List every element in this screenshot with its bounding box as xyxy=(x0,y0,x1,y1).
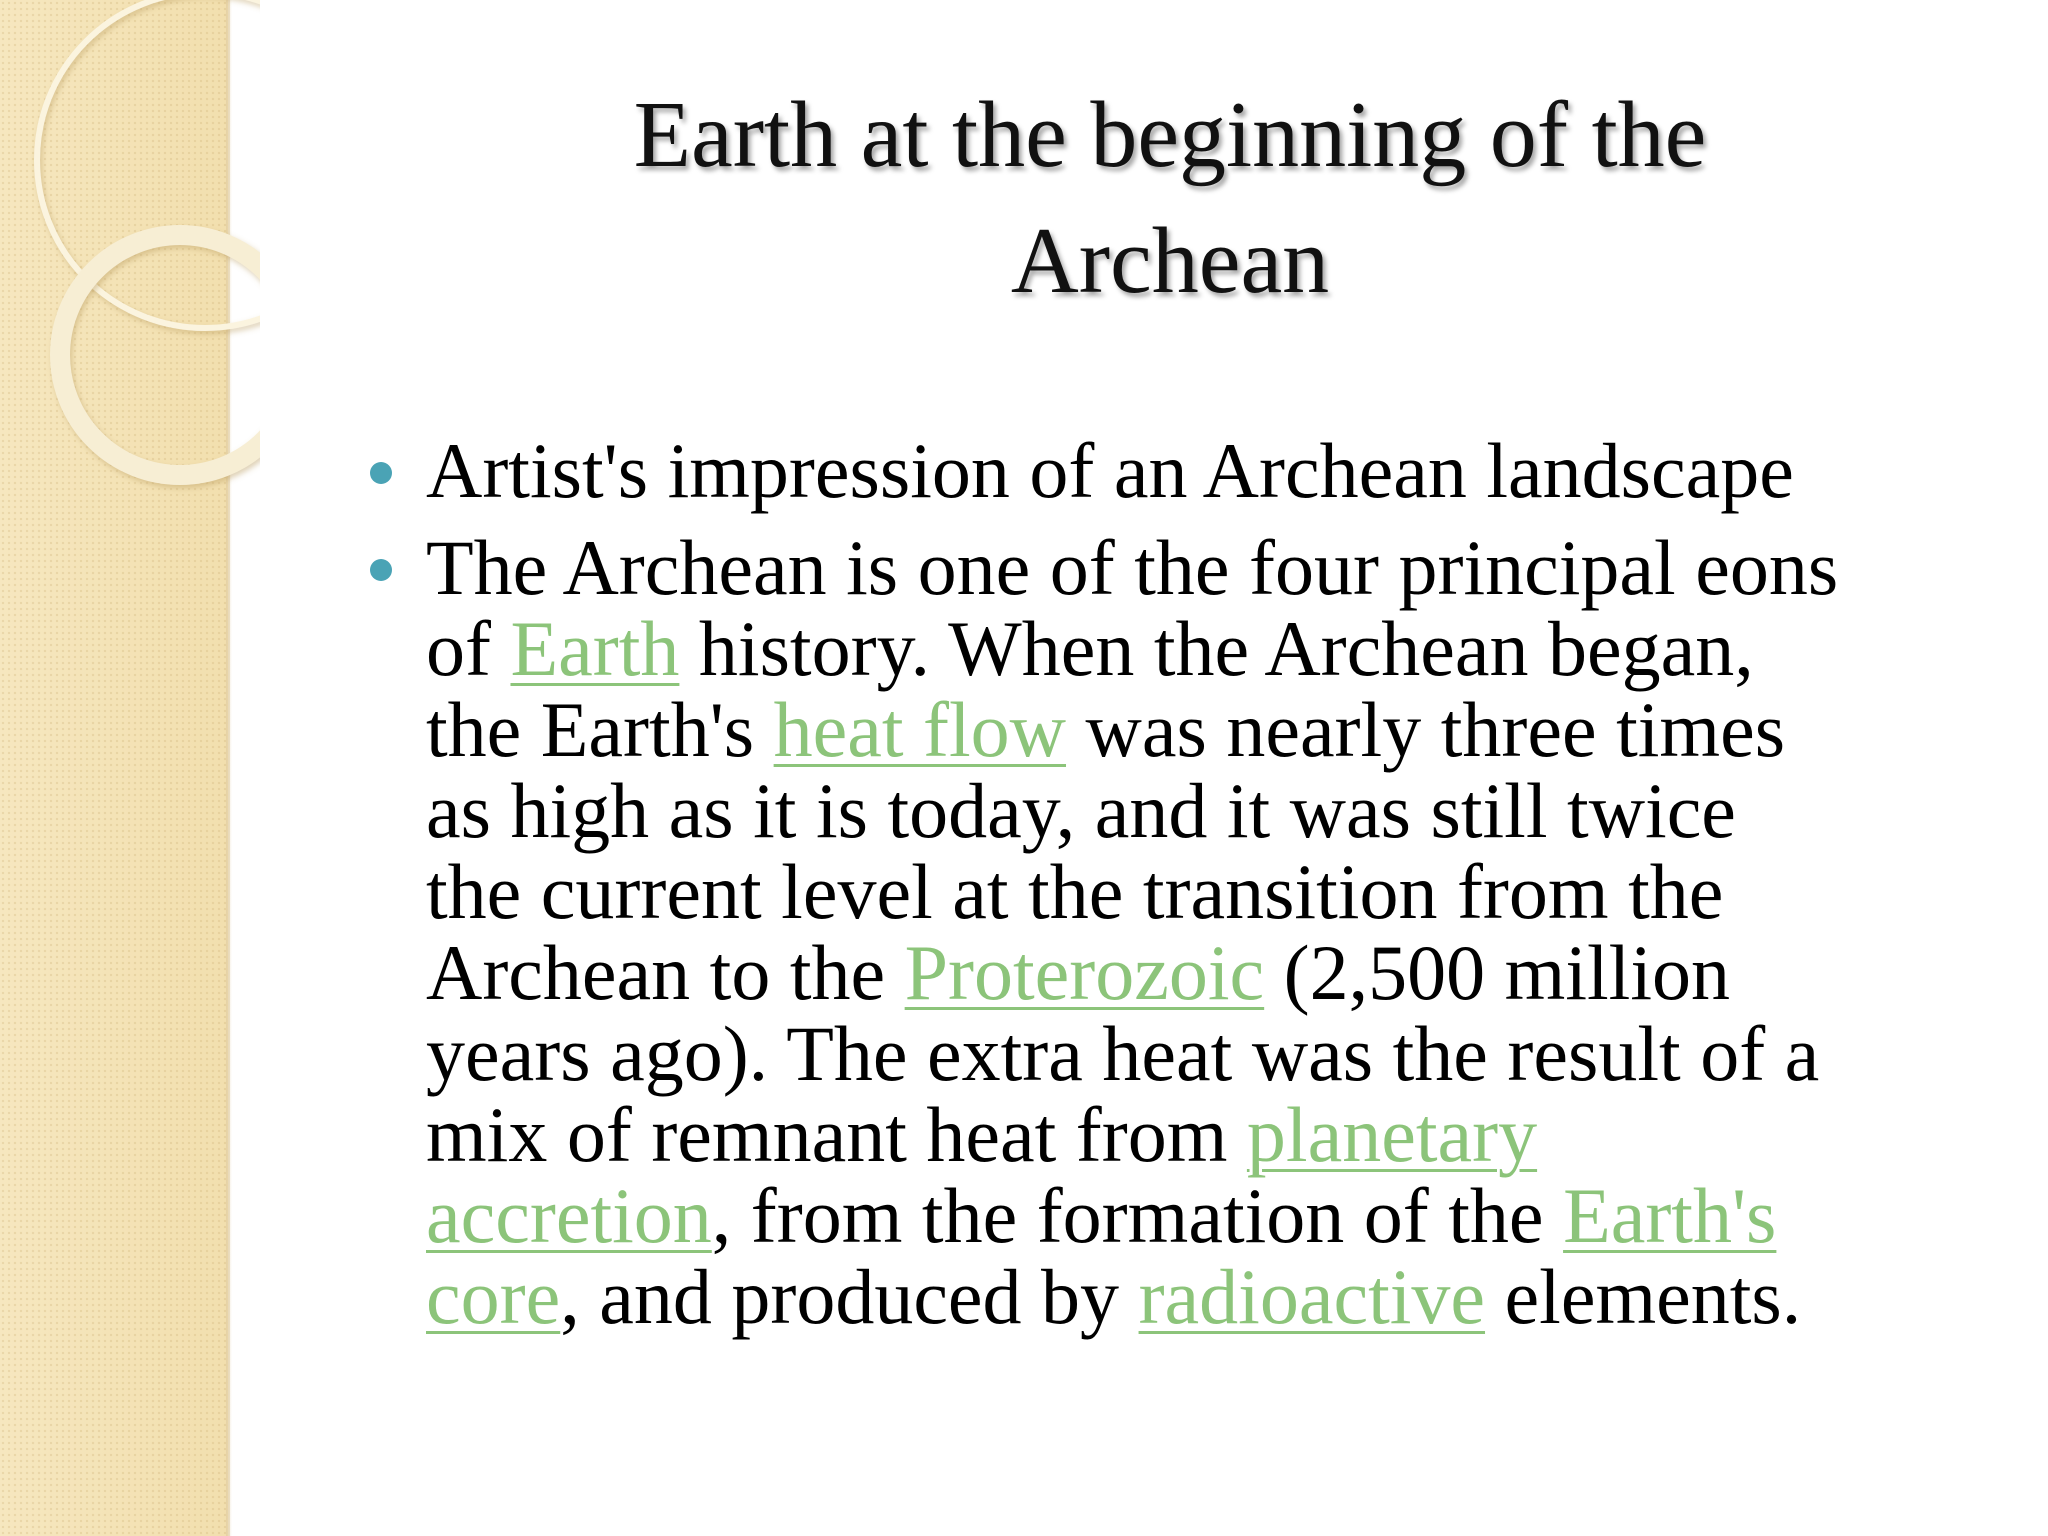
link-planetary-accretion[interactable]: planetary xyxy=(1246,1091,1538,1178)
text-run: The Archean is one of the four principal eons xyxy=(426,524,1839,611)
text-line xyxy=(426,767,2000,854)
link-planetary-accretion[interactable]: accretion xyxy=(426,1172,712,1259)
ring-small xyxy=(60,235,260,475)
decorative-rings xyxy=(0,0,260,520)
text-run: , from the formation of the xyxy=(711,1172,1564,1259)
slide-title xyxy=(430,72,1910,324)
bullet-dot-icon xyxy=(370,559,392,581)
text-line xyxy=(426,686,2000,773)
link-heat-flow[interactable]: heat flow xyxy=(773,686,1067,773)
text-line xyxy=(426,848,2000,935)
text-line xyxy=(426,1253,2000,1340)
text-run: mix of remnant heat from xyxy=(426,1091,1247,1178)
text-line xyxy=(426,1172,2000,1259)
link-proterozoic[interactable]: Proterozoic xyxy=(904,929,1265,1016)
text-run: elements. xyxy=(1485,1253,1802,1340)
link-earth[interactable]: Earth xyxy=(510,605,680,692)
bullet-list xyxy=(360,427,2000,1340)
bullet-dot-icon xyxy=(370,462,392,484)
link-radioactive[interactable]: radioactive xyxy=(1138,1253,1486,1340)
text-line xyxy=(426,1091,2000,1178)
text-run: was nearly three times xyxy=(1066,686,1786,773)
title-line-1: Earth at the beginning of the xyxy=(633,83,1707,187)
bullet-item-1 xyxy=(360,427,2000,514)
text-run: history. When the Archean began, xyxy=(679,605,1754,692)
text-run: years ago). The extra heat was the result of a xyxy=(426,1010,1820,1097)
text-run: Archean to the xyxy=(426,929,905,1016)
text-run: (2,500 million xyxy=(1264,929,1731,1016)
text-line xyxy=(426,929,2000,1016)
text-run: the current level at the transition from the xyxy=(426,848,1724,935)
text-run: the Earth's xyxy=(426,686,774,773)
text-line xyxy=(426,524,2000,611)
text-run: of xyxy=(426,605,511,692)
ring-large xyxy=(37,0,260,328)
link-earths-core[interactable]: Earth's xyxy=(1563,1172,1777,1259)
text-line xyxy=(426,605,2000,692)
title-line-2: Archean xyxy=(1010,209,1330,313)
text-run: as high as it is today, and it was still twice xyxy=(426,767,1736,854)
text-run: , and produced by xyxy=(560,1253,1139,1340)
text-line xyxy=(426,1010,2000,1097)
bullet-item-2 xyxy=(360,524,2000,1340)
bullet-text: Artist's impression of an Archean landscape xyxy=(426,427,1794,514)
link-earths-core[interactable]: core xyxy=(426,1253,561,1340)
